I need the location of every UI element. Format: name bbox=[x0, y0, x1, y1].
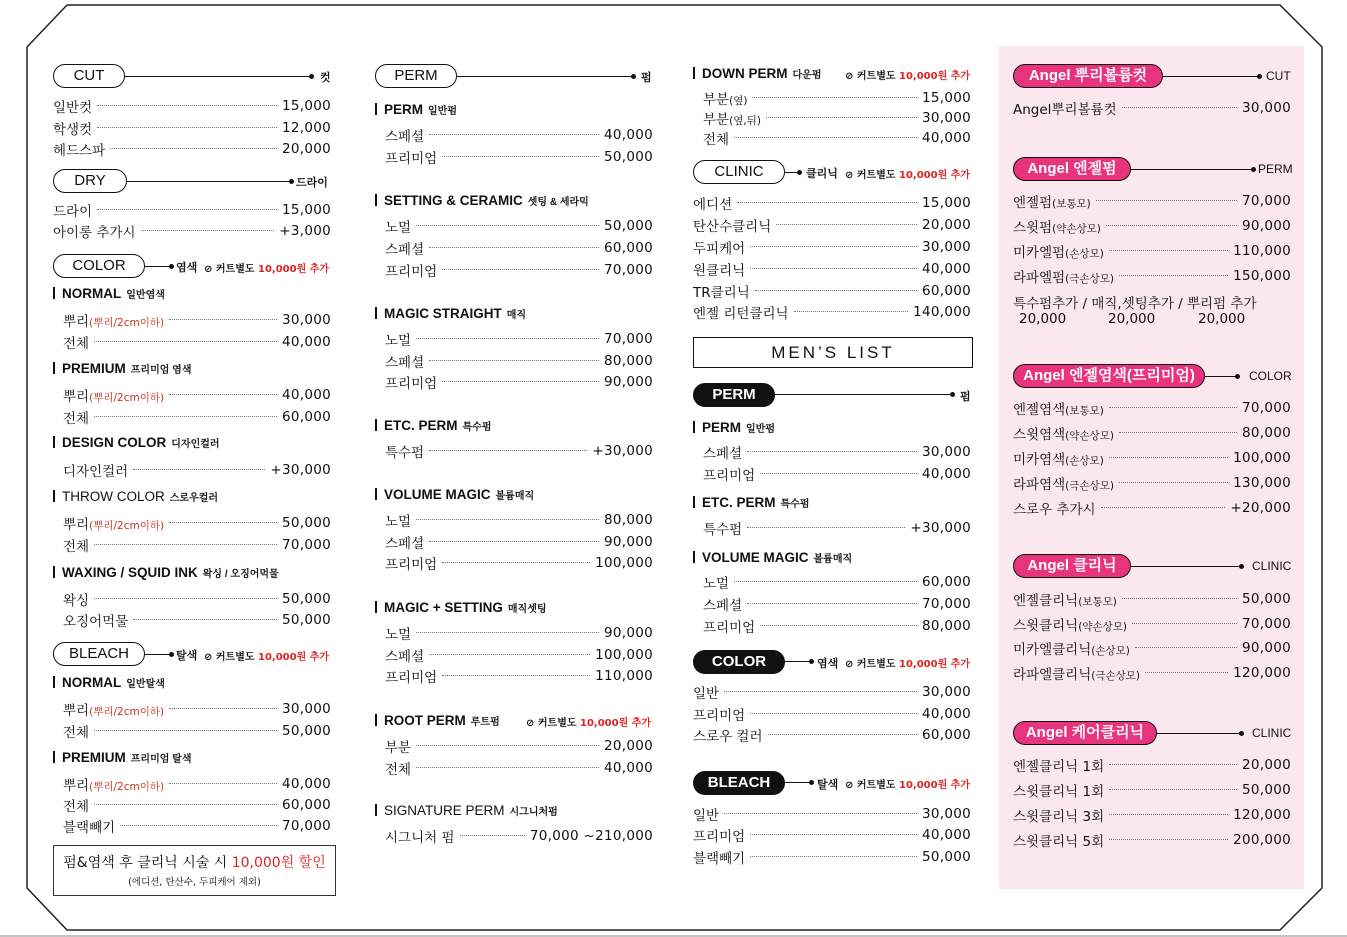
list-item: 스윗클리닉(약손상모) 70,000 bbox=[1013, 616, 1291, 634]
list-item: 엔젤펌(보통모) 70,000 bbox=[1013, 193, 1291, 211]
list-item: Angel뿌리볼륨컷 30,000 bbox=[1013, 100, 1291, 118]
list-item: 노멀 70,000 bbox=[385, 331, 653, 349]
discount-notice: 펌&염색 후 클리닉 시술 시 10,000원 할인 (에디션, 탄산수, 두피케어 제외) bbox=[53, 845, 336, 896]
list-item: 미카염색(손상모) 100,000 bbox=[1013, 450, 1291, 468]
list-item: 미카엘펌(손상모) 110,000 bbox=[1013, 243, 1291, 261]
dry-header-kr: 드라이 bbox=[296, 176, 328, 189]
list-item: 프리미엄 40,000 bbox=[693, 827, 971, 845]
list-item: 탄산수클리닉 20,000 bbox=[693, 217, 971, 235]
list-item: 프리미엄 50,000 bbox=[385, 149, 653, 167]
dry-header: DRY bbox=[53, 169, 127, 193]
list-item: 스윗클리닉 5회 200,000 bbox=[1013, 832, 1291, 850]
root-perm-note: ⊘ 커트별도 10,000원 추가 bbox=[526, 718, 652, 729]
angel-care-header: Angel 케어클리닉 bbox=[1013, 721, 1157, 745]
list-item: TR클리닉 60,000 bbox=[693, 283, 971, 301]
check-icon: ⊘ bbox=[845, 170, 854, 181]
list-item: 일반컷 15,000 bbox=[53, 98, 331, 116]
list-item: 프리미엄 40,000 bbox=[703, 466, 971, 484]
list-item: 특수펌 +30,000 bbox=[385, 443, 653, 461]
angel-perm-header: Angel 엔젤펌 bbox=[1013, 157, 1131, 181]
list-item: 노멀 80,000 bbox=[385, 512, 653, 530]
list-item: 스페셜 60,000 bbox=[385, 240, 653, 258]
color-header: COLOR bbox=[53, 254, 145, 278]
subsection-title: ETC. PERM 특수펌 bbox=[375, 418, 492, 433]
subsection-title: MAGIC + SETTING 매직셋팅 bbox=[375, 600, 547, 615]
angel-color-eng: COLOR bbox=[1249, 369, 1292, 383]
list-item: 전체 40,000 bbox=[63, 334, 331, 352]
mens-color-cut-note: ⊘ 커트별도 10,000원 추가 bbox=[845, 659, 971, 670]
clinic-header: CLINIC bbox=[693, 160, 785, 184]
cut-header-line bbox=[125, 76, 311, 77]
angel-color-line bbox=[1205, 376, 1237, 377]
subsection-title: NORMAL 일반탈색 bbox=[53, 675, 165, 690]
list-item: 부분(옆) 15,000 bbox=[703, 90, 971, 108]
mens-color-header-kr: 염색 bbox=[817, 657, 839, 670]
angel-clinic-line bbox=[1131, 566, 1241, 567]
list-item: 프리미엄 70,000 bbox=[385, 262, 653, 280]
mens-perm-header-kr: 펌 bbox=[960, 390, 971, 403]
perm-header: PERM bbox=[375, 64, 457, 88]
list-item: 학생컷 12,000 bbox=[53, 120, 331, 138]
list-item: 스페셜 100,000 bbox=[385, 647, 653, 665]
list-item: 오징어먹물 50,000 bbox=[63, 612, 331, 630]
bleach-cut-note: ⊘ 커트별도 10,000원 추가 bbox=[204, 652, 330, 663]
subsection-title: PREMIUM 프리미엄 탈색 bbox=[53, 750, 192, 765]
check-icon: ⊘ bbox=[845, 71, 854, 82]
list-item: 노멀 60,000 bbox=[703, 574, 971, 592]
list-item: 뿌리(뿌리/2cm이하) 40,000 bbox=[63, 776, 331, 794]
subsection-title: SETTING & CERAMIC 셋팅 & 세라믹 bbox=[375, 193, 589, 208]
list-item: 뿌리(뿌리/2cm이하) 40,000 bbox=[63, 387, 331, 405]
angel-cut-header: Angel 뿌리볼륨컷 bbox=[1013, 64, 1163, 88]
mens-perm-header: PERM bbox=[693, 383, 775, 407]
list-item: 라파엘클리닉(극손상모) 120,000 bbox=[1013, 665, 1291, 683]
list-item: 전체 40,000 bbox=[703, 130, 971, 148]
list-item: 스로우 추가시 +20,000 bbox=[1013, 500, 1291, 518]
list-item: 스로우 컬러 60,000 bbox=[693, 727, 971, 745]
list-item: 노멀 50,000 bbox=[385, 218, 653, 236]
list-item: 프리미엄 40,000 bbox=[693, 706, 971, 724]
subsection-title: VOLUME MAGIC 볼륨매직 bbox=[375, 487, 534, 502]
cut-header-kr: 컷 bbox=[320, 71, 331, 84]
list-item: 특수펌 +30,000 bbox=[703, 520, 971, 538]
angel-cut-eng: CUT bbox=[1266, 69, 1291, 83]
mens-bleach-cut-note: ⊘ 커트별도 10,000원 추가 bbox=[845, 780, 971, 791]
subsection-title: PREMIUM 프리미엄 염색 bbox=[53, 361, 192, 376]
list-item: 전체 40,000 bbox=[385, 760, 653, 778]
clinic-cut-note: ⊘ 커트별도 10,000원 추가 bbox=[845, 170, 971, 181]
list-item: 엔젤 리턴클리닉 140,000 bbox=[693, 304, 971, 322]
angel-perm-eng: PERM bbox=[1258, 162, 1293, 176]
subsection-title: DOWN PERM 다운펌 bbox=[693, 66, 821, 81]
list-item: 왁싱 50,000 bbox=[63, 591, 331, 609]
list-item: 부분(옆,뒤) 30,000 bbox=[703, 110, 971, 128]
cut-header: CUT bbox=[53, 64, 125, 88]
check-icon: ⊘ bbox=[845, 659, 854, 670]
subsection-title: VOLUME MAGIC 볼륨매직 bbox=[693, 550, 852, 565]
color-header-line bbox=[145, 266, 171, 267]
angel-perm-extra-price: 20,000 bbox=[1108, 311, 1156, 327]
subsection-title: PERM 일반펌 bbox=[375, 102, 457, 117]
check-icon: ⊘ bbox=[526, 718, 535, 729]
list-item: 엔젤클리닉(보통모) 50,000 bbox=[1013, 591, 1291, 609]
bleach-header-line bbox=[145, 654, 171, 655]
bleach-header-kr: 탈색 bbox=[176, 649, 198, 662]
mens-color-header-line bbox=[785, 661, 811, 662]
list-item: 에디션 15,000 bbox=[693, 195, 971, 213]
bleach-header: BLEACH bbox=[53, 642, 145, 666]
list-item: 스윗펌(약손상모) 90,000 bbox=[1013, 218, 1291, 236]
list-item: 라파엘펌(극손상모) 150,000 bbox=[1013, 268, 1291, 286]
list-item: 헤드스파 20,000 bbox=[53, 141, 331, 159]
list-item: 스페셜 90,000 bbox=[385, 534, 653, 552]
subsection-title: SIGNATURE PERM 시그니처펌 bbox=[375, 803, 558, 818]
mens-list-title: MEN’S LIST bbox=[693, 337, 973, 368]
subsection-title: WAXING / SQUID INK 왁싱 / 오징어먹물 bbox=[53, 565, 279, 580]
angel-color-header: Angel 엔젤염색(프리미엄) bbox=[1013, 364, 1205, 388]
list-item: 스페셜 40,000 bbox=[385, 127, 653, 145]
list-item: 블랙빼기 50,000 bbox=[693, 849, 971, 867]
list-item: 전체 70,000 bbox=[63, 537, 331, 555]
list-item: 뿌리(뿌리/2cm이하) 30,000 bbox=[63, 701, 331, 719]
list-item: 전체 60,000 bbox=[63, 409, 331, 427]
list-item: 블랙빼기 70,000 bbox=[63, 818, 331, 836]
subsection-title: PERM 일반펌 bbox=[693, 420, 775, 435]
list-item: 스페셜 30,000 bbox=[703, 444, 971, 462]
list-item: 스페셜 80,000 bbox=[385, 353, 653, 371]
perm-header-kr: 펌 bbox=[641, 71, 652, 84]
angel-clinic-eng: CLINIC bbox=[1252, 559, 1292, 573]
check-icon: ⊘ bbox=[204, 652, 213, 663]
list-item: 프리미엄 110,000 bbox=[385, 668, 653, 686]
subsection-title: MAGIC STRAIGHT 매직 bbox=[375, 306, 526, 321]
list-item: 부분 20,000 bbox=[385, 738, 653, 756]
subsection-title: ETC. PERM 특수펌 bbox=[693, 495, 810, 510]
mens-perm-header-line bbox=[775, 394, 952, 395]
angel-cut-line bbox=[1163, 76, 1259, 77]
mens-color-header: COLOR bbox=[693, 650, 785, 674]
list-item: 원클리닉 40,000 bbox=[693, 261, 971, 279]
angel-perm-extra-price: 20,000 bbox=[1198, 311, 1246, 327]
list-item: 전체 60,000 bbox=[63, 797, 331, 815]
list-item: 일반 30,000 bbox=[693, 806, 971, 824]
list-item: 엔젤클리닉 1회 20,000 bbox=[1013, 757, 1291, 775]
list-item: 뿌리(뿌리/2cm이하) 50,000 bbox=[63, 515, 331, 533]
list-item: 미카엘클리닉(손상모) 90,000 bbox=[1013, 640, 1291, 658]
list-item: 드라이 15,000 bbox=[53, 202, 331, 220]
angel-perm-extras: 특수펌추가 / 매직,셋팅추가 / 뿌리펌 추가 bbox=[1013, 296, 1257, 312]
mens-bleach-header-line bbox=[785, 782, 811, 783]
clinic-header-line bbox=[785, 172, 799, 173]
dry-header-line bbox=[127, 181, 291, 182]
list-item: 일반 30,000 bbox=[693, 684, 971, 702]
perm-header-line bbox=[457, 76, 633, 77]
down-perm-note: ⊘ 커트별도 10,000원 추가 bbox=[845, 71, 971, 82]
list-item: 아이롱 추가시 +3,000 bbox=[53, 223, 331, 241]
subsection-title: DESIGN COLOR 디자인컬러 bbox=[53, 435, 220, 450]
color-cut-note: ⊘ 커트별도 10,000원 추가 bbox=[204, 264, 330, 275]
list-item: 스윗염색(약손상모) 80,000 bbox=[1013, 425, 1291, 443]
list-item: 스페셜 70,000 bbox=[703, 596, 971, 614]
list-item: 시그니처 펌 70,000 ~210,000 bbox=[385, 828, 653, 846]
angel-perm-line bbox=[1131, 169, 1253, 170]
list-item: 프리미엄 100,000 bbox=[385, 555, 653, 573]
subsection-title: NORMAL 일반염색 bbox=[53, 286, 165, 301]
list-item: 프리미엄 80,000 bbox=[703, 618, 971, 636]
color-header-kr: 염색 bbox=[176, 261, 198, 274]
check-icon: ⊘ bbox=[845, 780, 854, 791]
subsection-title: ROOT PERM 루트펌 bbox=[375, 713, 500, 728]
list-item: 엔젤염색(보통모) 70,000 bbox=[1013, 400, 1291, 418]
list-item: 두피케어 30,000 bbox=[693, 239, 971, 257]
list-item: 노멀 90,000 bbox=[385, 625, 653, 643]
subsection-title: THROW COLOR 스로우컬러 bbox=[53, 489, 218, 504]
list-item: 스윗클리닉 3회 120,000 bbox=[1013, 807, 1291, 825]
check-icon: ⊘ bbox=[204, 264, 213, 275]
mens-bleach-header: BLEACH bbox=[693, 771, 785, 795]
angel-care-line bbox=[1157, 733, 1241, 734]
clinic-header-kr: 클리닉 bbox=[806, 167, 838, 180]
list-item: 스윗클리닉 1회 50,000 bbox=[1013, 782, 1291, 800]
angel-clinic-header: Angel 클리닉 bbox=[1013, 554, 1131, 578]
list-item: 뿌리(뿌리/2cm이하) 30,000 bbox=[63, 312, 331, 330]
list-item: 라파염색(극손상모) 130,000 bbox=[1013, 475, 1291, 493]
angel-perm-extra-price: 20,000 bbox=[1019, 311, 1067, 327]
list-item: 디자인컬러 +30,000 bbox=[63, 462, 331, 480]
angel-care-eng: CLINIC bbox=[1252, 726, 1292, 740]
list-item: 전체 50,000 bbox=[63, 723, 331, 741]
list-item: 프리미엄 90,000 bbox=[385, 374, 653, 392]
mens-bleach-header-kr: 탈색 bbox=[817, 778, 839, 791]
